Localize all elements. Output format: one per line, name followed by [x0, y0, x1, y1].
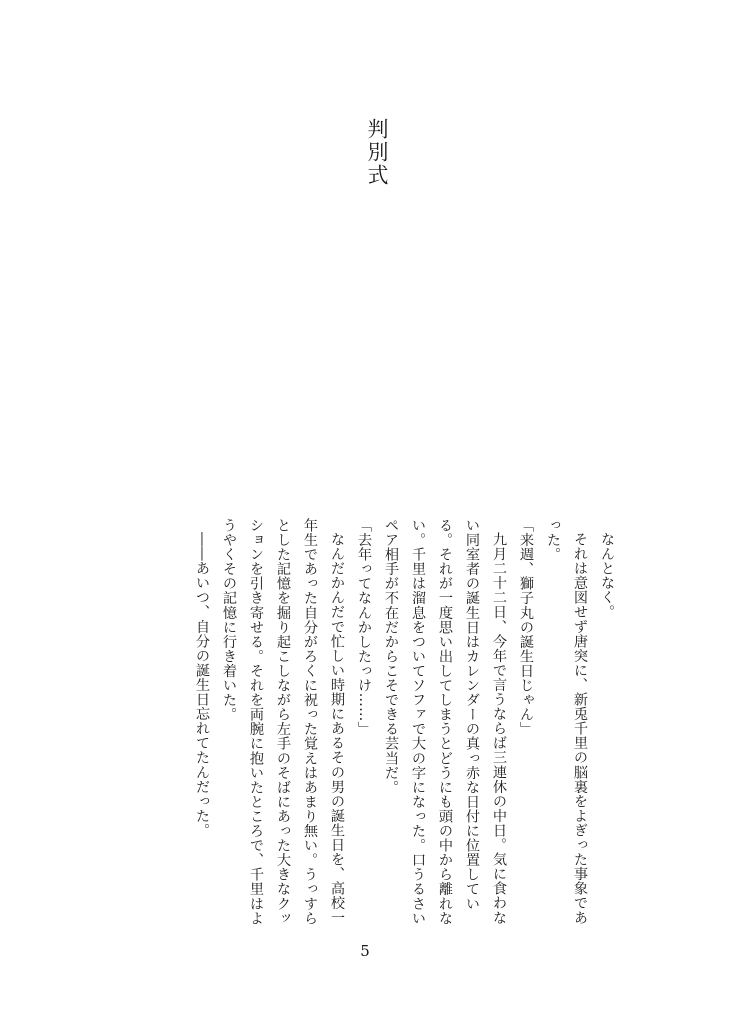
page-number: 5 [360, 942, 370, 960]
paragraph: なんとなく。 [599, 532, 615, 620]
dialogue-line: 「去年ってなんかしたっけ……」 [356, 518, 372, 737]
chapter-title: 判別式 [365, 118, 389, 187]
body-text [150, 518, 620, 936]
dialogue-line: 「来週、獅子丸の誕生日じゃん」 [518, 518, 534, 737]
paragraph: それは意図せず唐突に、新兎千里の脳裏をよぎった事象であった。 [545, 518, 588, 926]
paragraph: ――あいつ、自分の誕生日忘れてたんだった。 [194, 532, 210, 838]
paragraph: なんだかんだで忙しい時期にあるその男の誕生日を、高校一年生であった自分がろくに祝った覚えはあまり無い。うっすらとした記憶を掘り起こしながら左手のそばにあった大きなクッションを引き寄せる。それを両腕に抱いたところで、千里はようやくその記憶に行き着いた。 [221, 518, 345, 926]
paragraph: 九月二十二日、今年で言うならば三連休の中日。気に食わない同室者の誕生日はカレンダーの真っ赤な日付に位置している。それが一度思い出してしまうとどうにも頭の中から離れない。千里は溜息をついてソファで大の字になった。口うるさいペア相手が不在だからこそできる芸当だ。 [383, 518, 507, 926]
